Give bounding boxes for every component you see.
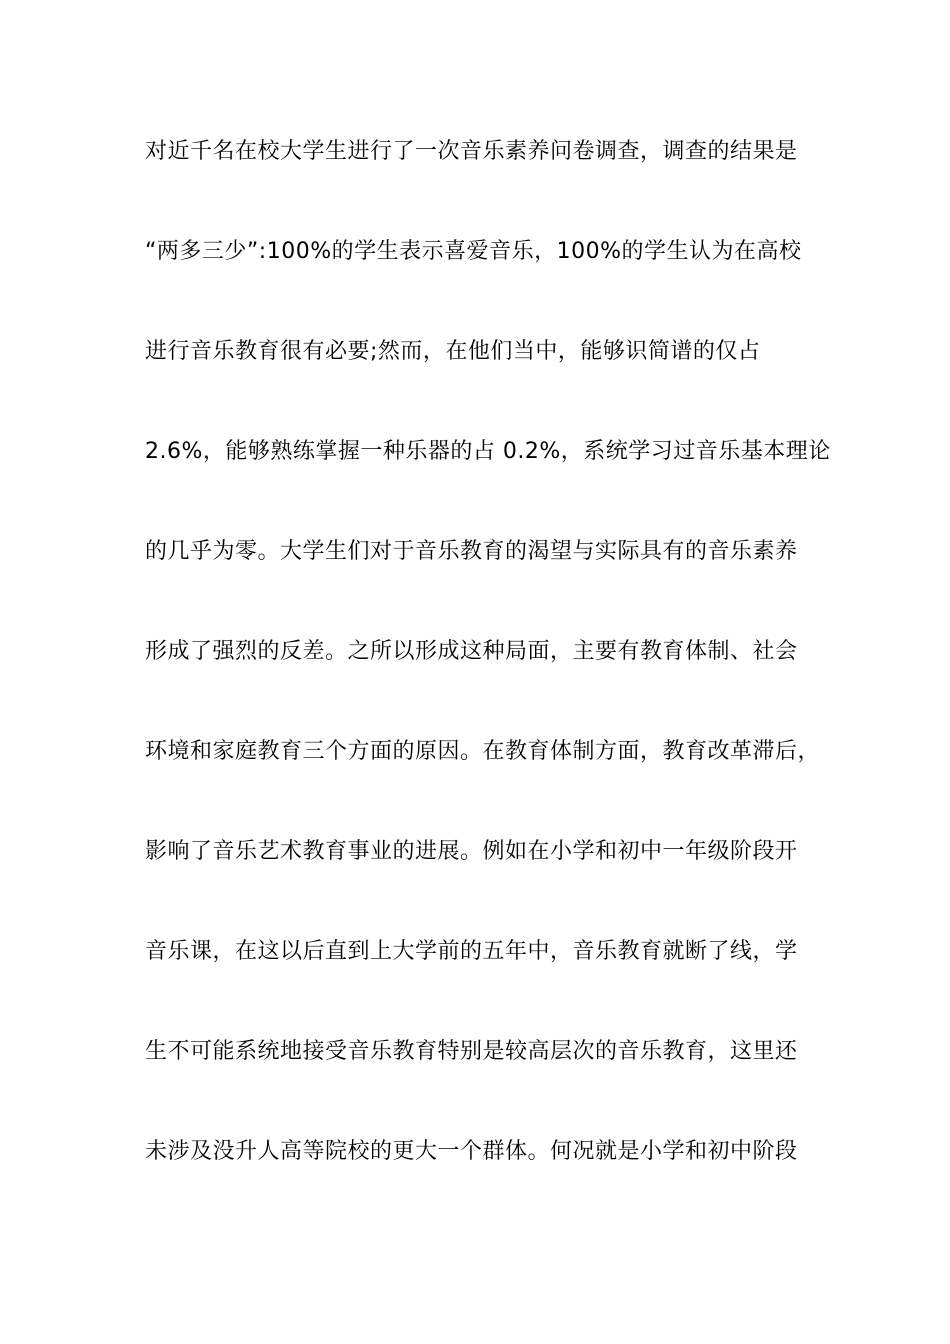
text-line-9: 音乐课，在这以后直到上大学前的五年中，音乐教育就断了线，学: [145, 939, 798, 964]
text-line-7: 环境和家庭教育三个方面的原因。在教育体制方面，教育改革滞后，: [145, 739, 821, 764]
text-line-1: 对近千名在校大学生进行了一次音乐素养问卷调查，调查的结果是: [145, 139, 798, 164]
text-line-5: 的几乎为零。大学生们对于音乐教育的渴望与实际具有的音乐素养: [145, 539, 798, 564]
text-line-3: 进行音乐教育很有必要;然而，在他们当中，能够识简谱的仅占: [145, 339, 761, 364]
text-line-2: “两多三少”:100%的学生表示喜爱音乐，100%的学生认为在高校: [145, 239, 802, 264]
text-line-10: 生不可能系统地接受音乐教育特别是较高层次的音乐教育，这里还: [145, 1039, 798, 1064]
text-line-4: 2.6%，能够熟练掌握一种乐器的占 0.2%，系统学习过音乐基本理论: [145, 439, 831, 464]
body-text: [145, 130, 831, 1230]
text-line-8: 影响了音乐艺术教育事业的进展。例如在小学和初中一年级阶段开: [145, 839, 798, 864]
text-line-6: 形成了强烈的反差。之所以形成这种局面，主要有教育体制、社会: [145, 639, 798, 664]
text-line-11: 未涉及没升人高等院校的更大一个群体。何况就是小学和初中阶段: [145, 1139, 798, 1164]
